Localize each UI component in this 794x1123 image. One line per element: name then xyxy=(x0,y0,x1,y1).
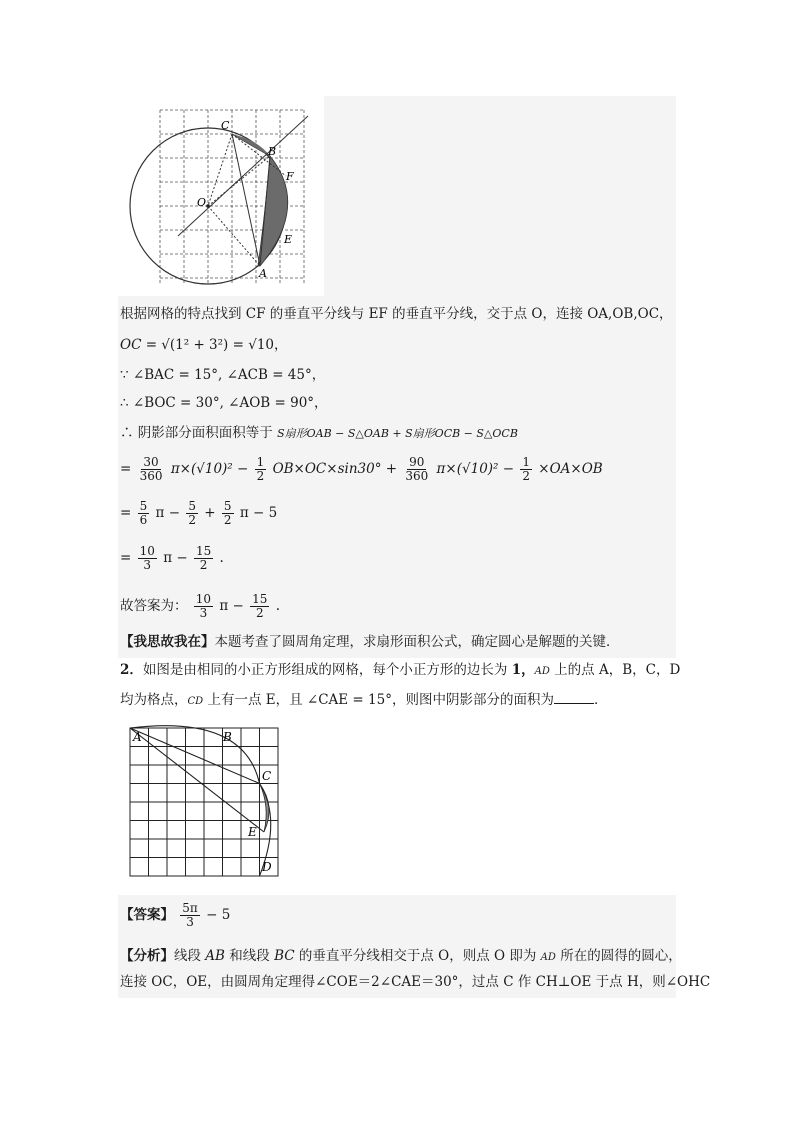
label-O: O xyxy=(197,196,207,209)
label-E2: E xyxy=(248,825,257,839)
solution-line-7: = $\frac{5}{6}$ π − $\frac{5}{2}$ + $\frac{5}{2}$ π − 5 xyxy=(120,499,278,527)
label-A: A xyxy=(259,267,267,280)
label-D2: D xyxy=(262,860,272,874)
solution-line-6: = $\frac{30}{360}$ π×(√10)² − $\frac{1}{2}$ OB×OC×sin30° + $\frac{90}{360}$ π×(√10)² − $\frac{1}{2}$ ×OA×OB xyxy=(120,455,603,483)
analysis-line-1: 【分析】线段 AB 和线段 BC 的垂直平分线相交于点 O，则点 O 即为 AD 所在的圆得的圆心， xyxy=(120,948,682,964)
label-F: F xyxy=(286,170,294,183)
answer-section: 【答案】 $\frac{5\pi}{3}$ − 5 xyxy=(120,901,231,929)
label-E: E xyxy=(284,233,293,246)
label-B2: B xyxy=(223,730,232,744)
reflection-tag: 【我思故我在】 xyxy=(120,634,215,650)
solution-line-3: ∵ ∠BAC = 15°, ∠ACB = 45°， xyxy=(120,367,326,383)
label-C: C xyxy=(221,119,230,132)
solution-line-1: 根据网格的特点找到 CF 的垂直平分线与 EF 的垂直平分线，交于点 O，连接 OA,OB,OC， xyxy=(120,306,673,322)
answer-line: 故答案为： $\frac{10}{3}$ π − $\frac{15}{2}$ . xyxy=(120,592,281,620)
solution-line-4: ∴ ∠BOC = 30°, ∠AOB = 90°， xyxy=(120,395,328,411)
answer-blank[interactable] xyxy=(554,691,594,704)
solution-line-8: = $\frac{10}{3}$ π − $\frac{15}{2}$ . xyxy=(120,544,224,572)
solution-line-5: ∴ 阴影部分面积面积等于 S扇形OAB − S△OAB + S扇形OCB − S△OCB xyxy=(120,425,518,441)
reflection-line: 【我思故我在】本题考查了圆周角定理，求扇形面积公式，确定圆心是解题的关键． xyxy=(120,634,620,650)
question2-line-2: 均为格点，CD 上有一点 E，且 ∠CAE = 15°，则图中阴影部分的面积为 ． xyxy=(120,692,608,708)
analysis-line-2: 连接 OC，OE，由圆周角定理得∠COE＝2∠CAE＝30°，过点 C 作 CH⊥OE 于点 H，则∠OHC xyxy=(120,974,711,990)
answer-tag: 【答案】 xyxy=(120,907,174,923)
analysis-tag: 【分析】 xyxy=(120,948,174,964)
question2-line-1: 2．如图是由相同的小正方形组成的网格，每个小正方形的边长为 1，AD 上的点 A，B，C，D xyxy=(120,662,681,678)
label-B: B xyxy=(268,145,277,158)
figure-grid-arc xyxy=(124,724,284,880)
figure-circle-grid xyxy=(118,96,324,296)
label-C2: C xyxy=(262,769,272,783)
label-A2: A xyxy=(133,730,142,744)
solution-line-2: OC = √(1² + 3²) = √10， xyxy=(120,337,288,353)
